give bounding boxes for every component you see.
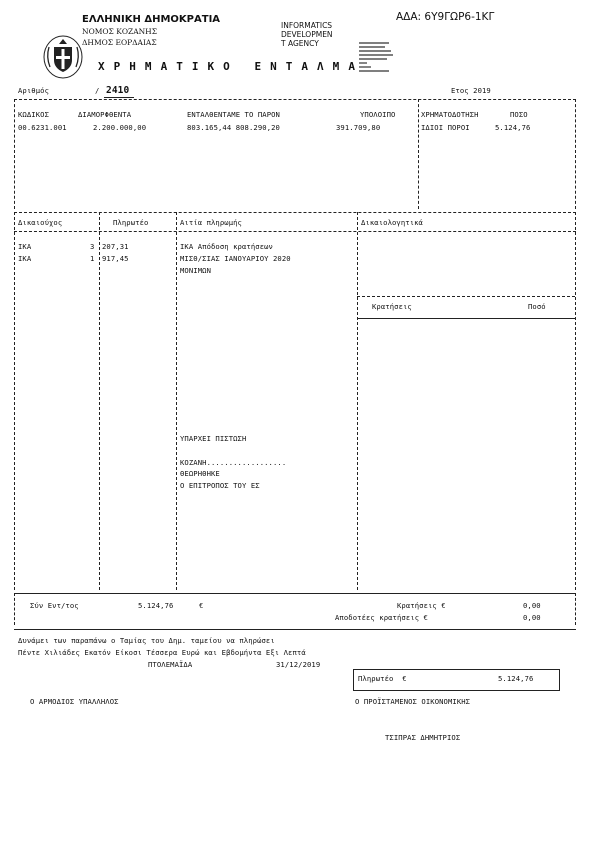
payee-row-2-num: 1 (90, 254, 95, 263)
budget-funding: ΙΔΙΟΙ ΠΟΡΟΙ (421, 123, 470, 132)
agency-line-2: DEVELOPMEN (281, 30, 333, 39)
place-line: ΚΟΖΑΝΗ.................. (180, 458, 287, 467)
official-signature: Ο ΑΡΜΟΔΙΟΣ ΥΠΑΛΛΗΛΟΣ (30, 697, 119, 706)
prefecture: ΝΟΜΟΣ ΚΟΖΑΝΗΣ (82, 27, 158, 36)
totals-bottom-border (14, 629, 576, 630)
payable-value: 5.124,76 (498, 674, 534, 683)
sum-value: 5.124,76 (138, 601, 174, 610)
paid-deductions-value: 0,00 (523, 613, 541, 622)
footer-date: 31/12/2019 (276, 660, 321, 669)
budget-divider (418, 99, 419, 209)
year-label: Ετος 2019 (451, 86, 491, 95)
reason-line-3: ΜΟΝΙΜΩΝ (180, 266, 211, 275)
deductions-header-bottom (357, 318, 575, 319)
ada-code: ΑΔΑ: 6Υ9ΓΩΡ6-1ΚΓ (396, 11, 495, 23)
greek-emblem-icon (24, 14, 64, 60)
budget-code: 00.6231.001 (18, 123, 67, 132)
budget-header-ordered: ΕΝΤΑΛΘΕΝΤΑΜΕ ΤΟ ΠΑΡΟΝ (187, 110, 280, 119)
totals-left-border (14, 593, 15, 625)
payable-box-bottom (353, 690, 560, 691)
payee-row-1-name: ΙΚΑ (18, 242, 32, 251)
payee-row-1-amount: 207,31 (102, 242, 129, 251)
payees-col-3 (176, 212, 177, 590)
payable-box-top (353, 669, 560, 670)
budget-amount: 5.124,76 (495, 123, 531, 132)
number-underline (104, 97, 134, 98)
budget-ordered: 803.165,44 808.290,20 (187, 123, 280, 132)
paid-deductions-label: Αποδοτέες κρατήσεις € (335, 613, 428, 622)
payable-box-right (559, 669, 560, 691)
deductions-amount-header: Ποσό (528, 302, 546, 311)
payee-row-2-name: ΙΚΑ (18, 254, 32, 263)
agency-line-3: T AGENCY (281, 39, 319, 48)
payees-header-payable: Πληρωτέο (113, 218, 149, 227)
sum-currency: € (199, 601, 204, 610)
budget-header-amount: ΠΟΣΟ (510, 110, 528, 119)
payee-row-2-amount: 917,45 (102, 254, 129, 263)
budget-balance: 391.709,80 (336, 123, 381, 132)
payees-col-2 (99, 212, 100, 590)
payees-header-reason: Αιτία πληρωμής (180, 218, 242, 227)
number-label: Αριθμός (18, 86, 49, 95)
reason-line-2: ΜΙΣΘ/ΣΙΑΣ ΙΑΝΟΥΑΡΙΟΥ 2020 (180, 254, 291, 263)
payees-header-documents: Δικαιολογητικά (361, 218, 423, 227)
deductions-label: Κρατήσεις € (397, 601, 446, 610)
budget-header-funding: ΧΡΗΜΑΤΟΔΟΤΗΣΗ (421, 110, 479, 119)
head-signature: Ο ΠΡΟΪΣΤΑΜΕΝΟΣ ΟΙΚΟΝΟΜΙΚΗΣ (355, 697, 471, 706)
amount-in-words: Πέντε Χιλιάδες Εκατόν Είκοσι Τέσσερα Ευρώ και Εβδομήντα Εξι Λεπτά (18, 648, 306, 657)
payable-label: Πληρωτέο € (358, 674, 407, 683)
budget-top-border (14, 99, 576, 100)
budget-formed: 2.200.000,00 (93, 123, 147, 132)
payable-box-left (353, 669, 354, 691)
budget-right-border (575, 99, 576, 209)
payee-row-1-num: 3 (90, 242, 95, 251)
totals-top-border (14, 593, 576, 594)
credit-note: ΥΠΑΡΧΕΙ ΠΙΣΤΩΣΗ (180, 434, 247, 443)
payment-instruction: Δυνάμει των παραπάνω ο Ταμίας του Δημ. ταμείου να πληρώσει (18, 636, 275, 645)
country-title: ΕΛΛΗΝΙΚΗ ΔΗΜΟΚΡΑΤΙΑ (82, 14, 221, 25)
footer-place: ΠΤΟΛΕΜΑΪΔΑ (148, 660, 193, 669)
payees-col-4 (357, 212, 358, 590)
deductions-value: 0,00 (523, 601, 541, 610)
agency-line-1: INFORMATICS (281, 21, 333, 30)
budget-left-border (14, 99, 15, 209)
deductions-header: Κρατήσεις (372, 302, 412, 311)
head-name: ΤΣΙΠΡΑΣ ΔΗΜΗΤΡΙΟΣ (385, 733, 461, 742)
deductions-top-border (357, 296, 575, 297)
payees-col-1 (14, 212, 15, 590)
budget-header-code: ΚΩΔΙΚΟΣ (18, 110, 49, 119)
number-slash: / (95, 86, 100, 95)
payees-header-beneficiary: Δικαιούχος (18, 218, 63, 227)
approved-note: ΘΕΩΡΗΘΗΚΕ (180, 469, 220, 478)
totals-right-border (575, 593, 576, 625)
digital-signature-stamp (340, 22, 380, 56)
payees-col-5 (575, 212, 576, 590)
sum-label: Σύν Εντ/τος (30, 601, 79, 610)
municipality: ΔΗΜΟΣ ΕΟΡΔΑΙΑΣ (82, 38, 157, 47)
reason-line-1: ΙΚΑ Απόδοση κρατήσεων (180, 242, 273, 251)
document-title: Χ Ρ Η Μ Α Τ Ι Κ Ο Ε Ν Τ Α Λ Μ Α (98, 60, 357, 73)
budget-header-formed: ΔΙΑΜΟΡΦΘΕΝΤΑ (78, 110, 132, 119)
budget-header-balance: ΥΠΟΛΟΙΠΟ (360, 110, 396, 119)
commissioner: Ο ΕΠΙΤΡΟΠΟΣ ΤΟΥ ΕΣ (180, 481, 260, 490)
document-number: 2410 (106, 85, 130, 96)
